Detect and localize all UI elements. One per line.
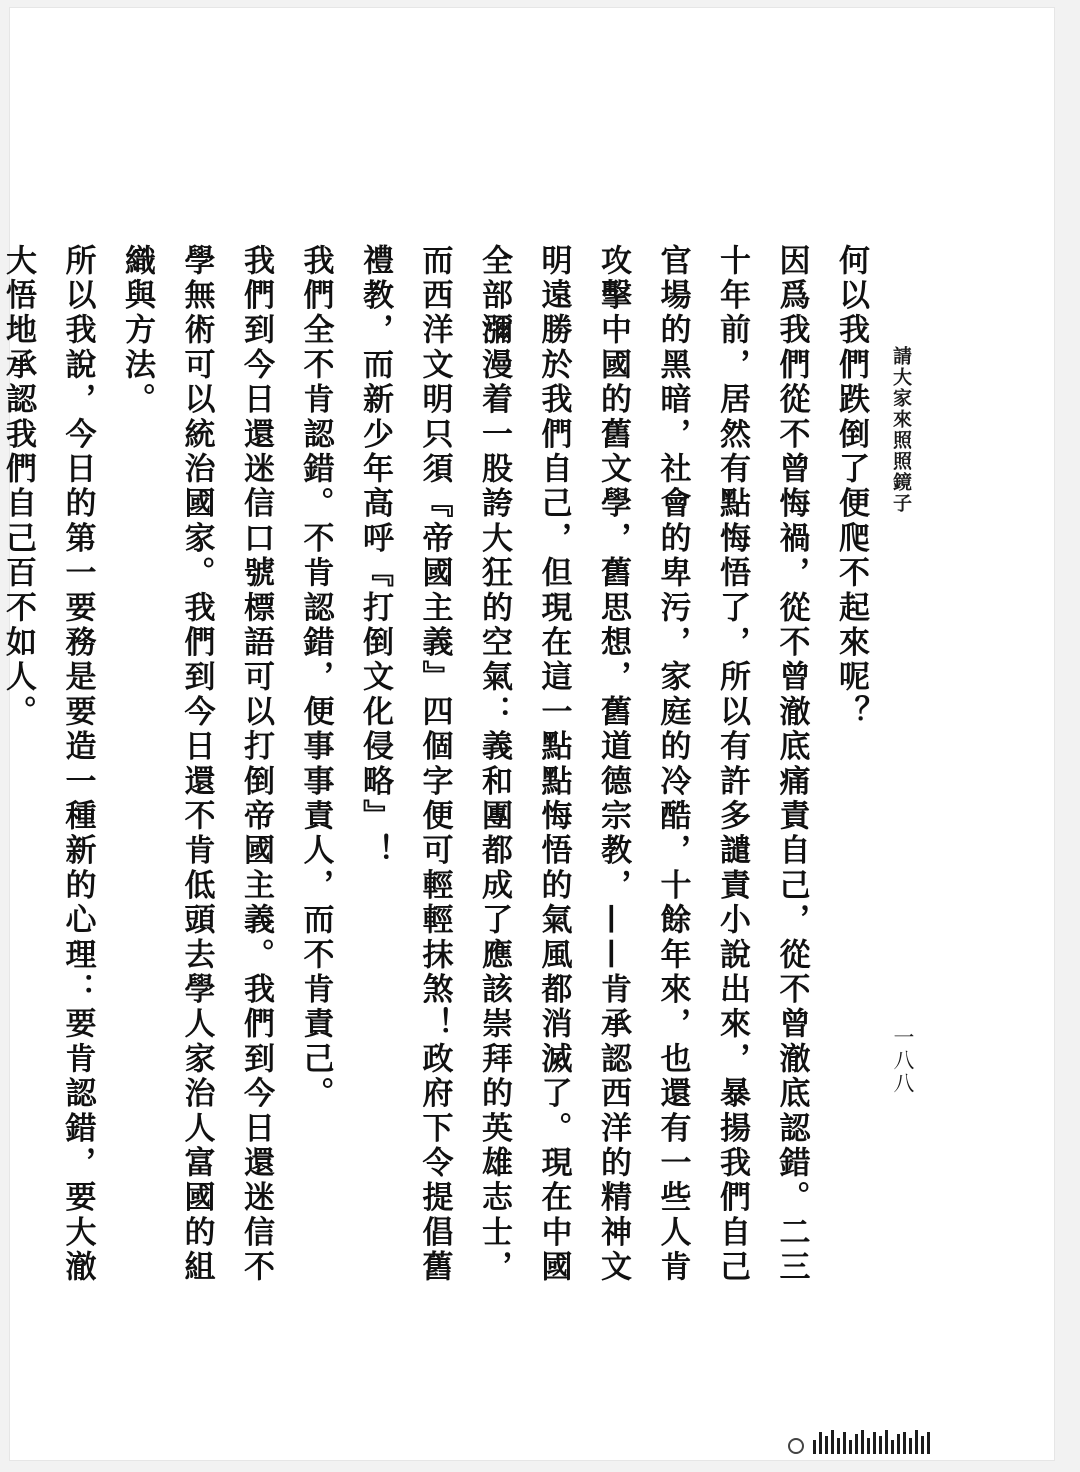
page-number: 一八八 [891,1026,915,1095]
body-text [0,208,880,1308]
paragraph-1: 何以我們跌倒了便爬不起來呢？ [833,243,869,730]
watermark-circle-icon [788,1438,804,1454]
paragraph-3: 我們全不肯認錯。不肯認錯，便事事責人，而不肯責己。 [297,243,334,1112]
paragraph-5: 所以我說，今日的第一要務是要造一種新的心理：要肯認錯，要大澈大悟地承認我們自己百不如人。 [0,243,96,1285]
book-page [0,8,1054,1460]
running-title: 請大家來照照鏡子 [890,346,912,514]
paragraph-4: 我們到今日還迷信口號標語可以打倒帝國主義。我們到今日還迷信不學無術可以統治國家。我們到今日還不肯低頭去學人家治人富國的組織與方法。 [119,243,274,1285]
watermark-logo [788,1428,1064,1454]
paragraph-2: 因爲我們從不曾悔禍，從不曾澈底痛責自己，從不曾澈底認錯。二三十年前，居然有點悔悟了，所以有許多譴責小說出來，暴揚我們自己官場的黑暗，社會的卑污，家庭的冷酷，十餘年來，也還有一些人肯攻擊中國的舊文學，舊思想，舊道德宗教，——肯承認西洋的精神文明遠勝於我們自己，但現在這一點點悔悟的氣風都消滅了。現在中國全部瀰漫着一股誇大狂的空氣：義和團都成了應該崇拜的英雄志士，而西洋文明只須『帝國主義』四個字便可輕輕抹煞！政府下令提倡舊禮教，而新少年高呼『打倒文化侵略』！ [357,243,810,1285]
